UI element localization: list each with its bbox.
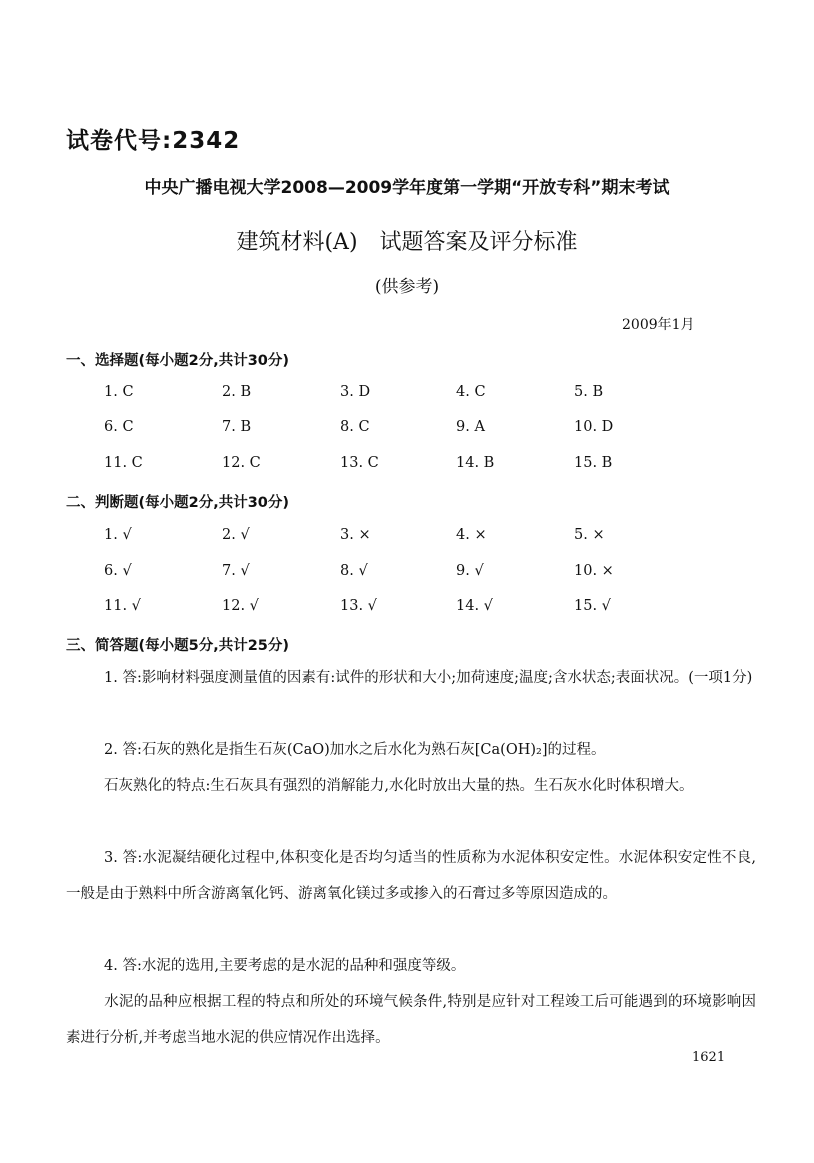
judge-answer: 9. √ bbox=[456, 563, 484, 579]
judge-answer: 13. √ bbox=[340, 598, 377, 614]
choice-answer: 6. C bbox=[104, 419, 134, 435]
judge-answer: 4. × bbox=[456, 527, 487, 543]
exam-title: 中央广播电视大学2008—2009学年度第一学期“开放专科”期末考试 bbox=[144, 178, 670, 198]
short-answer-paragraph bbox=[66, 732, 756, 768]
subject-title: 建筑材料(A) 试题答案及评分标准 bbox=[236, 230, 578, 255]
judge-answer: 1. √ bbox=[104, 527, 132, 543]
short-answer-text: 1. 答:影响材料强度测量值的因素有:试件的形状和大小;加荷速度;温度;含水状态;表面状况。(一项1分) bbox=[104, 670, 753, 686]
choice-answer: 5. B bbox=[574, 384, 604, 400]
judge-answer: 5. × bbox=[574, 527, 605, 543]
choice-answer: 10. D bbox=[574, 419, 614, 435]
judge-answer: 7. √ bbox=[222, 563, 250, 579]
choice-section-heading: 一、选择题(每小题2分,共计30分) bbox=[66, 353, 290, 369]
choice-answer: 1. C bbox=[104, 384, 134, 400]
short-answer-text: 2. 答:石灰的熟化是指生石灰(CaO)加水之后水化为熟石灰[Ca(OH)₂]的过程。 bbox=[104, 742, 606, 758]
reference-note: (供参考) bbox=[374, 277, 440, 297]
short-answer-paragraph bbox=[66, 984, 756, 1056]
short-section-heading: 三、简答题(每小题5分,共计25分) bbox=[66, 638, 290, 654]
short-answer-paragraph bbox=[66, 840, 756, 912]
choice-answer: 13. C bbox=[340, 455, 379, 471]
paper-code: 试卷代号:2342 bbox=[66, 128, 241, 154]
choice-answer: 7. B bbox=[222, 419, 252, 435]
short-answer-text: 水泥的品种应根据工程的特点和所处的环境气候条件,特别是应针对工程竣工后可能遇到的环境影响因素进行分析,并考虑当地水泥的供应情况作出选择。 bbox=[66, 994, 756, 1046]
choice-answer: 9. A bbox=[456, 419, 485, 435]
judge-answer: 14. √ bbox=[456, 598, 493, 614]
short-answer-text: 4. 答:水泥的选用,主要考虑的是水泥的品种和强度等级。 bbox=[104, 958, 466, 974]
choice-answer: 8. C bbox=[340, 419, 370, 435]
judge-answer: 12. √ bbox=[222, 598, 259, 614]
short-answer-paragraph bbox=[66, 768, 756, 804]
choice-answer: 11. C bbox=[104, 455, 143, 471]
judge-section-heading: 二、判断题(每小题2分,共计30分) bbox=[66, 495, 290, 511]
judge-answer: 6. √ bbox=[104, 563, 132, 579]
short-answer-text: 石灰熟化的特点:生石灰具有强烈的消解能力,水化时放出大量的热。生石灰水化时体积增大。 bbox=[104, 778, 694, 794]
judge-answer: 10. × bbox=[574, 563, 614, 579]
short-answer-text: 3. 答:水泥凝结硬化过程中,体积变化是否均匀适当的性质称为水泥体积安定性。水泥体积安定性不良,一般是由于熟料中所含游离氧化钙、游离氧化镁过多或掺入的石膏过多等原因造成的。 bbox=[66, 850, 756, 902]
choice-answer: 2. B bbox=[222, 384, 252, 400]
judge-answer: 2. √ bbox=[222, 527, 250, 543]
judge-answer: 11. √ bbox=[104, 598, 141, 614]
judge-answer: 3. × bbox=[340, 527, 371, 543]
page-number: 1621 bbox=[692, 1050, 726, 1065]
choice-answer: 15. B bbox=[574, 455, 613, 471]
judge-answer: 8. √ bbox=[340, 563, 368, 579]
short-answer-paragraph bbox=[66, 948, 756, 984]
judge-answer: 15. √ bbox=[574, 598, 611, 614]
choice-answer: 3. D bbox=[340, 384, 371, 400]
short-answer-paragraph bbox=[66, 660, 756, 696]
choice-answer: 4. C bbox=[456, 384, 486, 400]
exam-date: 2009年1月 bbox=[622, 317, 695, 333]
choice-answer: 14. B bbox=[456, 455, 495, 471]
choice-answer: 12. C bbox=[222, 455, 261, 471]
